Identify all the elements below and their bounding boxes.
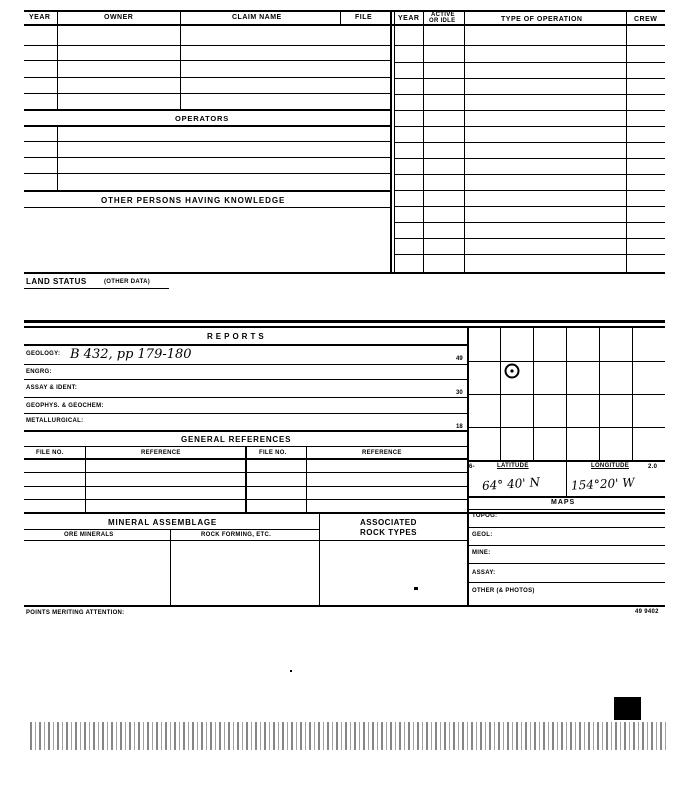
- report-geology-value: B 432, pp 179-180: [70, 347, 192, 362]
- rock-types-label: ROCK TYPES: [360, 528, 418, 537]
- report-assay-label: ASSAY & IDENT:: [26, 385, 78, 391]
- longitude-label: LONGITUDE: [591, 463, 630, 469]
- header-crew: CREW: [634, 16, 658, 23]
- rule: [24, 529, 319, 530]
- rule: [24, 486, 467, 487]
- rule: [24, 512, 665, 514]
- header-owner: OWNER: [104, 14, 134, 21]
- rule: [394, 78, 665, 79]
- report-metallurgical-number: 18: [456, 424, 463, 430]
- land-status-label: LAND STATUS: [26, 277, 87, 286]
- rule: [394, 254, 665, 255]
- rule: [180, 10, 181, 26]
- general-references-title: GENERAL REFERENCES: [181, 435, 292, 444]
- rule: [394, 110, 665, 111]
- header-file: FILE: [355, 14, 373, 21]
- report-geology-number: 49: [456, 356, 463, 362]
- rule: [394, 10, 395, 272]
- gr-col-file-no-2: FILE NO.: [259, 450, 287, 456]
- map-assay-label: ASSAY:: [472, 570, 496, 576]
- header-or-idle: OR IDLE: [429, 18, 456, 24]
- maps-title: MAPS: [551, 499, 576, 506]
- rule: [24, 430, 467, 432]
- map-other-label: OTHER (& PHOTOS): [472, 588, 535, 594]
- rock-forming-label: ROCK FORMING, ETC.: [201, 532, 272, 538]
- rule: [24, 10, 665, 12]
- map-topog-label: TOPOG:: [472, 513, 498, 519]
- rule: [24, 93, 390, 94]
- header-year: YEAR: [29, 14, 51, 21]
- reports-title: REPORTS: [207, 332, 267, 341]
- associated-label: ASSOCIATED: [360, 518, 417, 527]
- rule: [319, 514, 320, 606]
- rule: [245, 446, 247, 512]
- rule: [467, 361, 665, 362]
- gr-col-reference-1: REFERENCE: [141, 450, 181, 456]
- rule: [467, 394, 665, 395]
- rule: [467, 563, 665, 564]
- header-type-of-operation: TYPE OF OPERATION: [501, 16, 583, 23]
- rule: [394, 190, 665, 191]
- rule: [24, 45, 390, 46]
- rule: [340, 10, 341, 26]
- ink-dot: [414, 587, 418, 590]
- ore-minerals-label: ORE MINERALS: [64, 532, 114, 538]
- gr-col-reference-2: REFERENCE: [362, 450, 402, 456]
- gr-col-file-no-1: FILE NO.: [36, 450, 64, 456]
- latitude-mark: 6-: [469, 464, 475, 470]
- rule: [394, 238, 665, 239]
- report-geology-label: GEOLOGY:: [26, 351, 61, 357]
- rule: [57, 127, 58, 190]
- rule: [24, 605, 665, 607]
- rule: [24, 379, 467, 380]
- rule: [24, 540, 467, 541]
- rule: [57, 26, 58, 109]
- scan-speck: [290, 670, 292, 672]
- rule: [467, 509, 665, 510]
- rule: [394, 206, 665, 207]
- rule: [170, 529, 171, 606]
- map-geol-label: GEOL:: [472, 532, 493, 538]
- report-assay-number: 30: [456, 390, 463, 396]
- latitude-value: 64° 40' N: [481, 474, 541, 494]
- header-year-ops: YEAR: [398, 15, 420, 22]
- rule: [24, 207, 390, 208]
- rule: [394, 45, 665, 46]
- rule: [24, 472, 467, 473]
- rule: [394, 174, 665, 175]
- land-status-sublabel: (OTHER DATA): [104, 279, 151, 285]
- longitude-mark: 2.0: [648, 464, 658, 470]
- mineral-assemblage-title: MINERAL ASSEMBLAGE: [108, 518, 218, 527]
- rule: [467, 582, 665, 583]
- rule: [467, 496, 665, 498]
- points-meriting-attention-label: POINTS MERITING ATTENTION:: [26, 610, 125, 616]
- rule: [24, 364, 467, 365]
- rule: [464, 10, 465, 272]
- rule: [24, 173, 390, 174]
- report-engrg-label: ENGRG:: [26, 369, 52, 375]
- rule: [394, 158, 665, 159]
- header-claim-name: CLAIM NAME: [232, 14, 282, 21]
- rule: [24, 125, 390, 127]
- rule: [24, 413, 467, 414]
- rule: [566, 460, 567, 496]
- report-metallurgical-label: METALLURGICAL:: [26, 418, 84, 424]
- rule: [24, 272, 665, 274]
- operators-label: OPERATORS: [175, 114, 230, 123]
- rule: [180, 26, 181, 109]
- rule: [24, 499, 467, 500]
- rule: [85, 446, 86, 512]
- rule: [423, 10, 424, 272]
- rule: [626, 10, 627, 272]
- rule: [467, 427, 665, 428]
- rule: [24, 344, 467, 346]
- other-persons-label: OTHER PERSONS HAVING KNOWLEDGE: [101, 196, 286, 205]
- rule: [24, 60, 390, 61]
- rule: [24, 141, 390, 142]
- header-active: ACTIVE: [431, 12, 455, 18]
- rule: [24, 157, 390, 158]
- rule: [394, 222, 665, 223]
- scan-noise-band: [30, 722, 666, 750]
- scan-block: [614, 697, 641, 720]
- rule: [467, 545, 665, 546]
- rule: [24, 24, 665, 26]
- map-mine-label: MINE:: [472, 550, 491, 556]
- longitude-value: 154°20' W: [570, 475, 635, 493]
- location-circle-mark: [502, 362, 522, 382]
- rule: [394, 142, 665, 143]
- rule: [57, 10, 58, 26]
- rule: [24, 190, 390, 192]
- form-number: 49 9402: [635, 609, 659, 615]
- rule: [24, 397, 467, 398]
- rule: [394, 94, 665, 95]
- rule: [24, 288, 169, 289]
- latitude-label: LATITUDE: [497, 463, 529, 469]
- report-geophys-label: GEOPHYS. & GEOCHEM:: [26, 403, 104, 409]
- rule: [24, 326, 665, 328]
- rule: [390, 10, 392, 272]
- rule: [306, 446, 307, 512]
- rule: [24, 77, 390, 78]
- rule: [394, 126, 665, 127]
- rule: [394, 62, 665, 63]
- rule: [24, 109, 390, 111]
- rule: [24, 320, 665, 323]
- rule: [467, 527, 665, 528]
